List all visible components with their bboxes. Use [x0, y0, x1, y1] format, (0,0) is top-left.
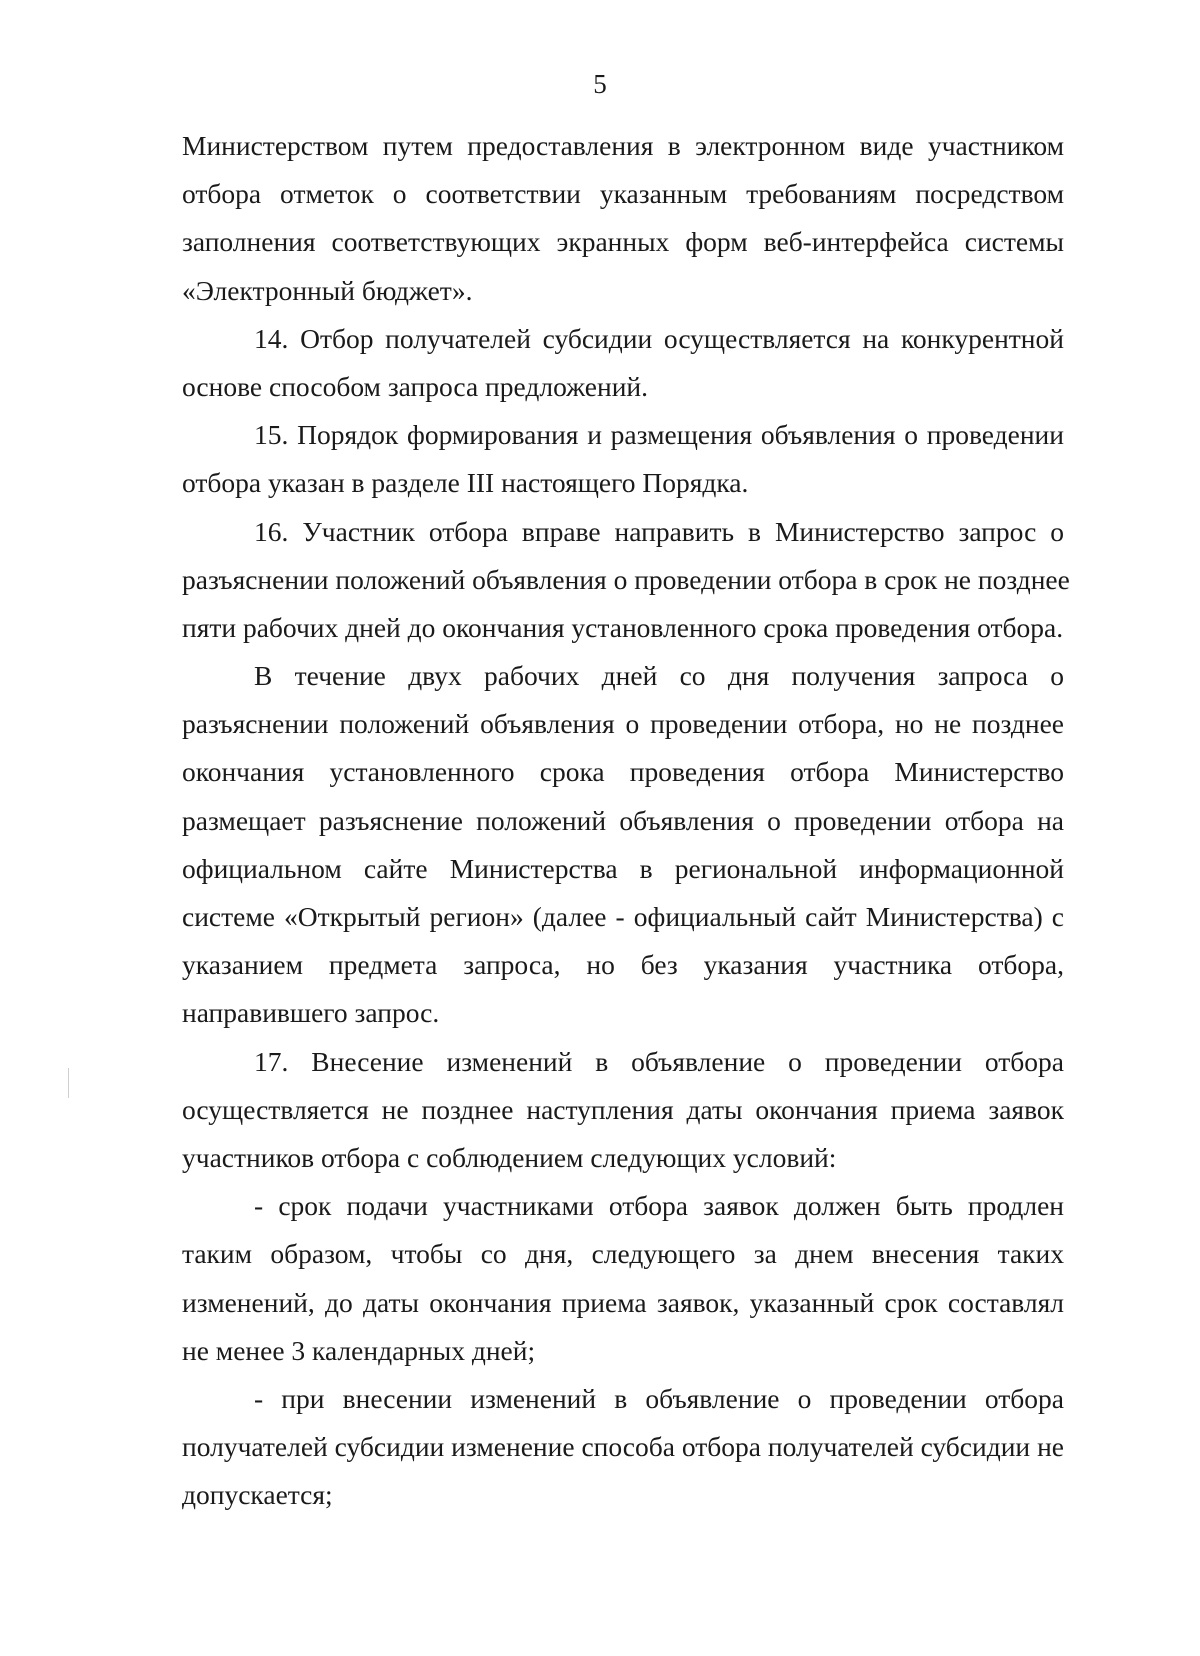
text-line: осуществляется не позднее наступления даты окончания приема заявок	[182, 1093, 1064, 1125]
page-number: 5	[593, 69, 607, 99]
document-body	[182, 122, 1070, 1519]
text-line: 15. Порядок формирования и размещения объявления о проведении	[254, 419, 1064, 451]
text-line: 14. Отбор получателей субсидии осуществляется на конкурентной	[254, 322, 1064, 354]
text-line: 17. Внесение изменений в объявление о проведении отбора	[254, 1045, 1064, 1077]
text-line: отбора отметок о соответствии указанным требованиям посредством	[182, 178, 1064, 210]
text-line: разъяснении положений объявления о проведении отбора, но не позднее	[182, 708, 1064, 740]
text-line: заполнения соответствующих экранных форм веб-интерфейса системы	[182, 226, 1064, 258]
text-line: не менее 3 календарных дней;	[182, 1334, 536, 1366]
text-line: разъяснении положений объявления о проведении отбора в срок не позднее	[182, 563, 1070, 595]
scan-margin-mark	[68, 1068, 69, 1098]
text-line: основе способом запроса предложений.	[182, 370, 649, 402]
text-line: - срок подачи участниками отбора заявок должен быть продлен	[254, 1190, 1064, 1222]
text-line: 16. Участник отбора вправе направить в Министерство запрос о	[254, 515, 1064, 547]
text-line: - при внесении изменений в объявление о проведении отбора	[254, 1382, 1064, 1414]
text-line: Министерством путем предоставления в электронном виде участником	[182, 130, 1064, 161]
text-line: пяти рабочих дней до окончания установленного срока проведения отбора.	[182, 611, 1064, 643]
text-line: допускается;	[182, 1479, 333, 1511]
text-line: В течение двух рабочих дней со дня получения запроса о	[254, 660, 1064, 692]
text-line: системе «Открытый регион» (далее - официальный сайт Министерства) с	[182, 901, 1064, 932]
text-line: указанием предмета запроса, но без указания участника отбора,	[182, 949, 1064, 981]
text-line: изменений, до даты окончания приема заявок, указанный срок составлял	[182, 1286, 1064, 1318]
text-line: таким образом, чтобы со дня, следующего за днем внесения таких	[182, 1238, 1064, 1270]
text-line: получателей субсидии изменение способа отбора получателей субсидии не	[182, 1431, 1064, 1463]
text-line: официальном сайте Министерства в региональной информационной	[182, 852, 1064, 884]
text-line: отбора указан в разделе III настоящего Порядка.	[182, 467, 749, 499]
text-line: окончания установленного срока проведения отбора Министерство	[182, 756, 1064, 788]
text-line: направившего запрос.	[182, 997, 440, 1029]
text-line: «Электронный бюджет».	[182, 274, 473, 306]
text-line: размещает разъяснение положений объявления о проведении отбора на	[182, 804, 1064, 836]
text-line: участников отбора с соблюдением следующих условий:	[182, 1141, 837, 1173]
